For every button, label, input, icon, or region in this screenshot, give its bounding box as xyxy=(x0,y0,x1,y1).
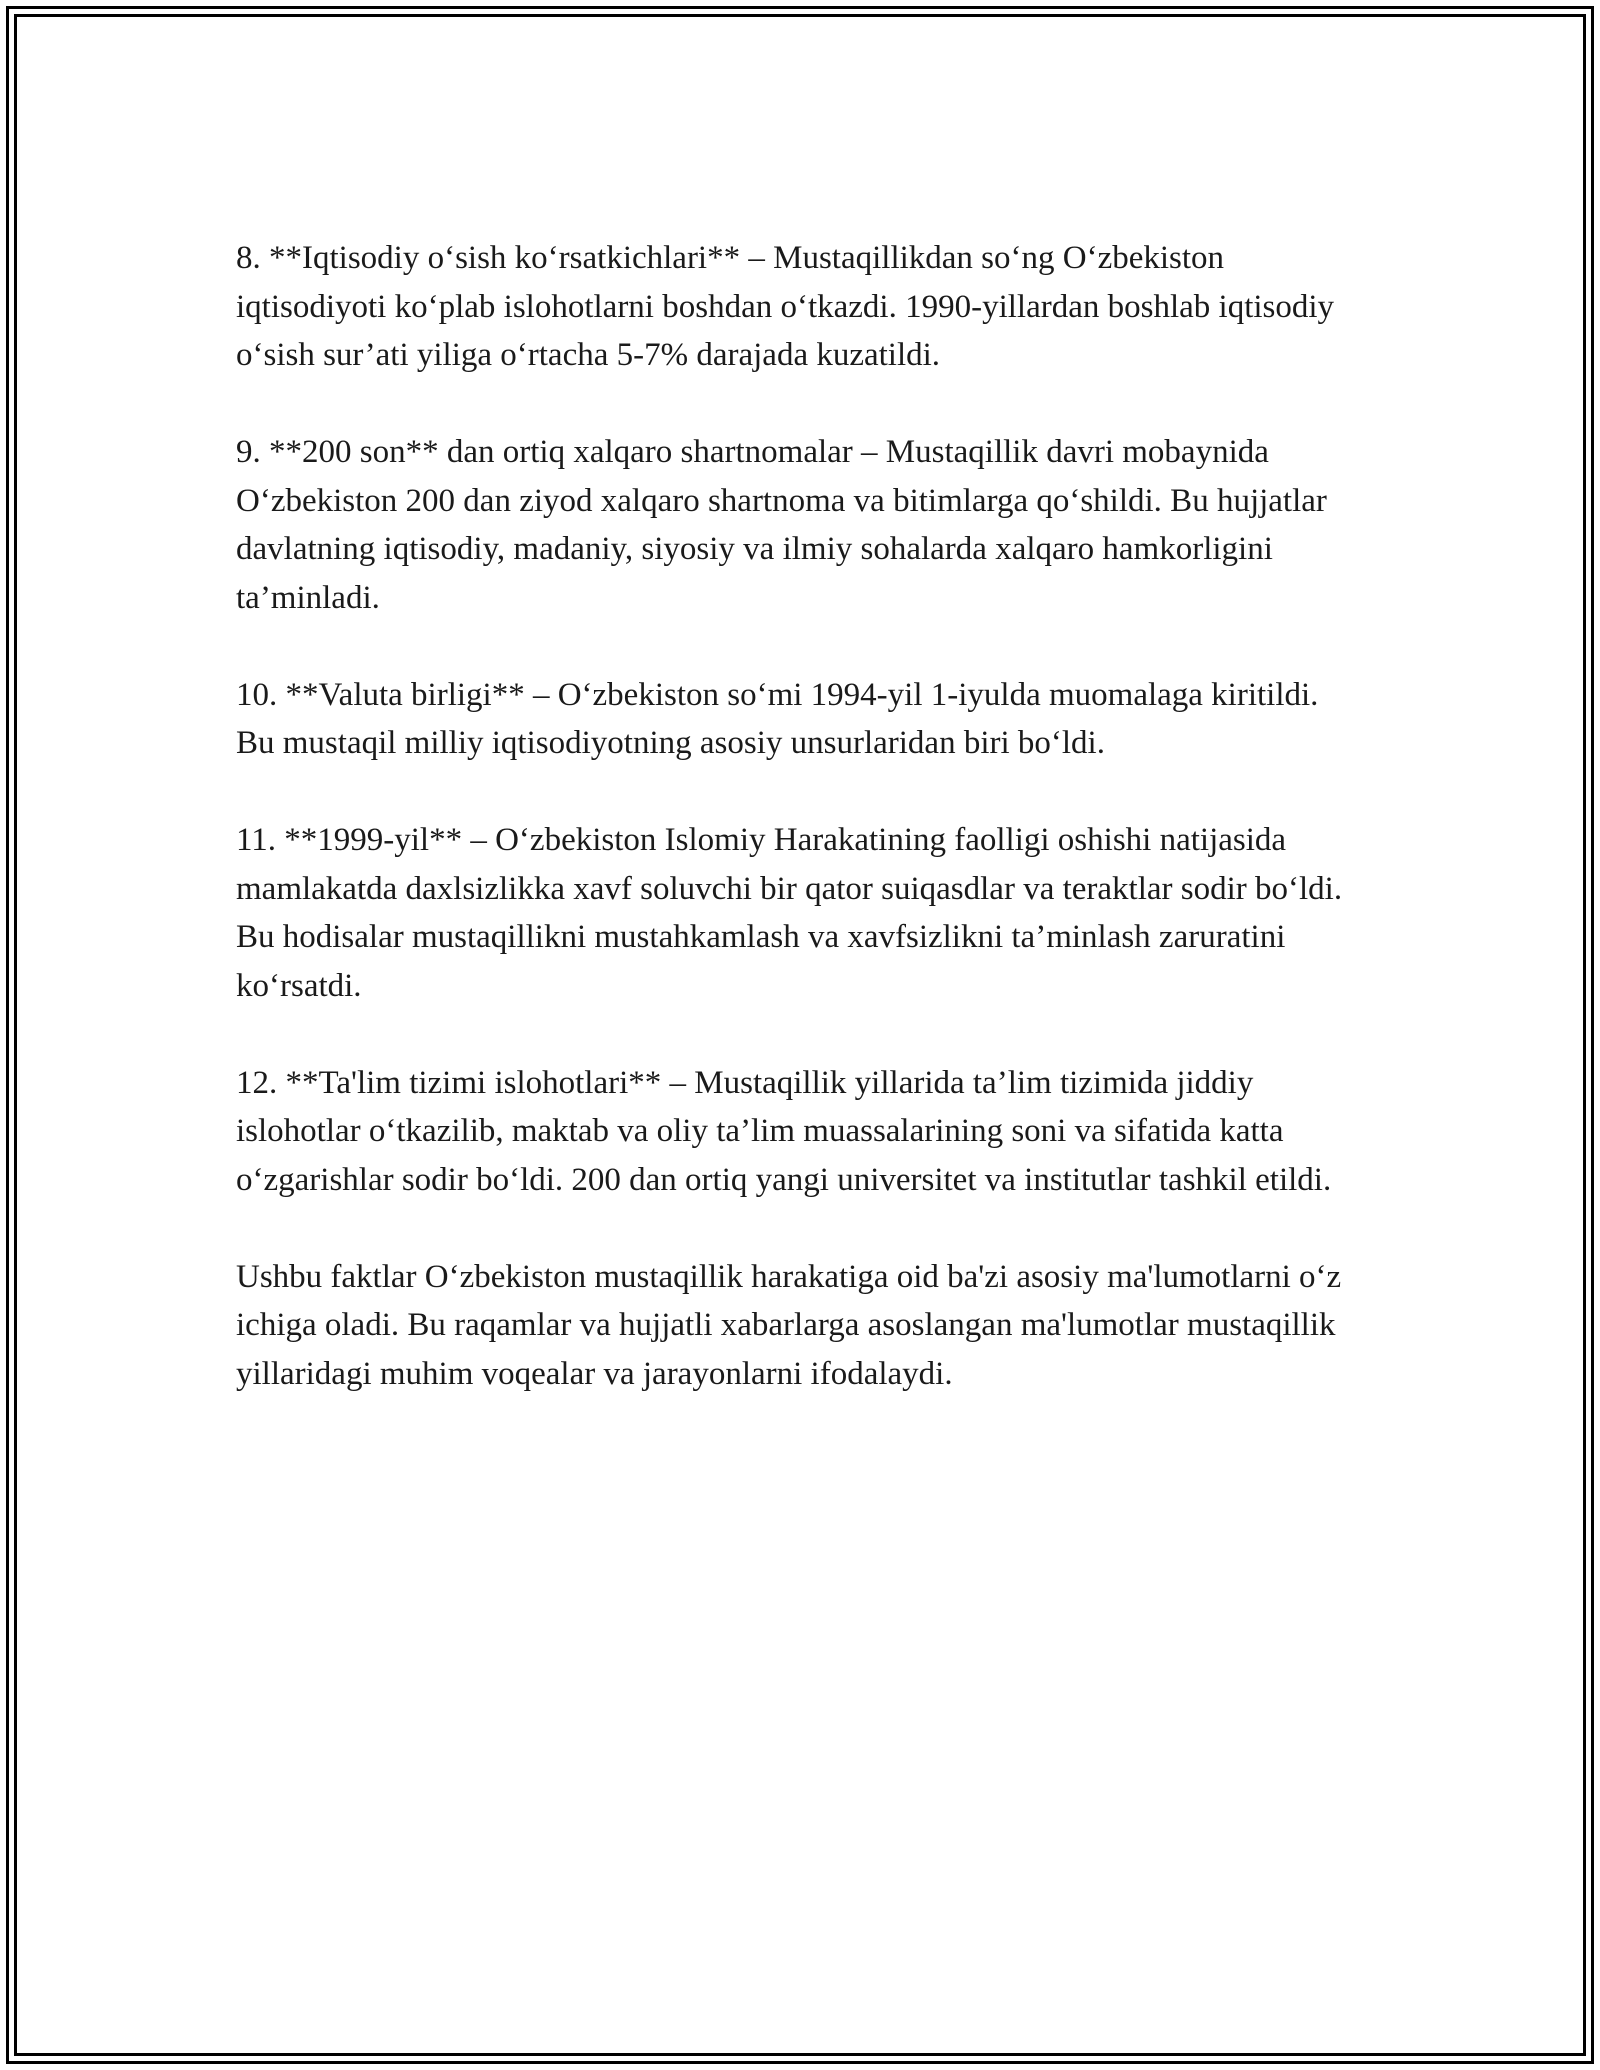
paragraph-1999-events: 11. **1999-yil** – O‘zbekiston Islomiy Harakatining faolligi oshishi natijasida mamlakatda daxlsizlikka xavf soluvchi bir qator suiqasdlar va teraktlar sodir bo‘ldi. Bu hodisalar mustaqillikni mustahkamlash va xavfsizlikni ta’minlash zaruratini ko‘rsatdi. xyxy=(236,822,1343,1004)
paragraph-economic-growth: 8. **Iqtisodiy o‘sish ko‘rsatkichlari** – Mustaqillikdan so‘ng O‘zbekiston iqtisodiyoti ko‘plab islohotlarni boshdan o‘tkazdi. 1990-yillardan boshlab iqtisodiy o‘sish sur’ati yiliga o‘rtacha 5-7% darajada kuzatildi. xyxy=(236,240,1335,373)
paragraph-conclusion: Ushbu faktlar O‘zbekiston mustaqillik harakatiga oid ba'zi asosiy ma'lumotlarni o‘z ichiga oladi. Bu raqamlar va hujjatli xabarlarga asoslangan ma'lumotlar mustaqillik yillaridagi muhim voqealar va jarayonlarni ifodalaydi. xyxy=(236,1258,1342,1392)
paragraph-education-reforms: 12. **Ta'lim tizimi islohotlari** – Mustaqillik yillarida ta’lim tizimida jiddiy islohotlar o‘tkazilib, maktab va oliy ta’lim muassalarining soni va sifatida katta o‘zgarishlar sodir bo‘ldi. 200 dan ortiq yangi universitet va institutlar tashkil etildi. xyxy=(236,1064,1332,1198)
document-body xyxy=(236,234,1356,1447)
paragraph-international-agreements: 9. **200 son** dan ortiq xalqaro shartnomalar – Mustaqillik davri mobaynida O‘zbekiston 200 dan ziyod xalqaro shartnoma va bitimlarga qo‘shildi. Bu hujjatlar davlatning iqtisodiy, madaniy, siyosiy va ilmiy sohalarda xalqaro hamkorligini ta’minladi. xyxy=(236,434,1327,616)
paragraph-currency-unit: 10. **Valuta birligi** – O‘zbekiston so‘mi 1994-yil 1-iyulda muomalaga kiritildi. Bu mustaqil milliy iqtisodiyotning asosiy unsurlaridan biri bo‘ldi. xyxy=(236,676,1319,761)
